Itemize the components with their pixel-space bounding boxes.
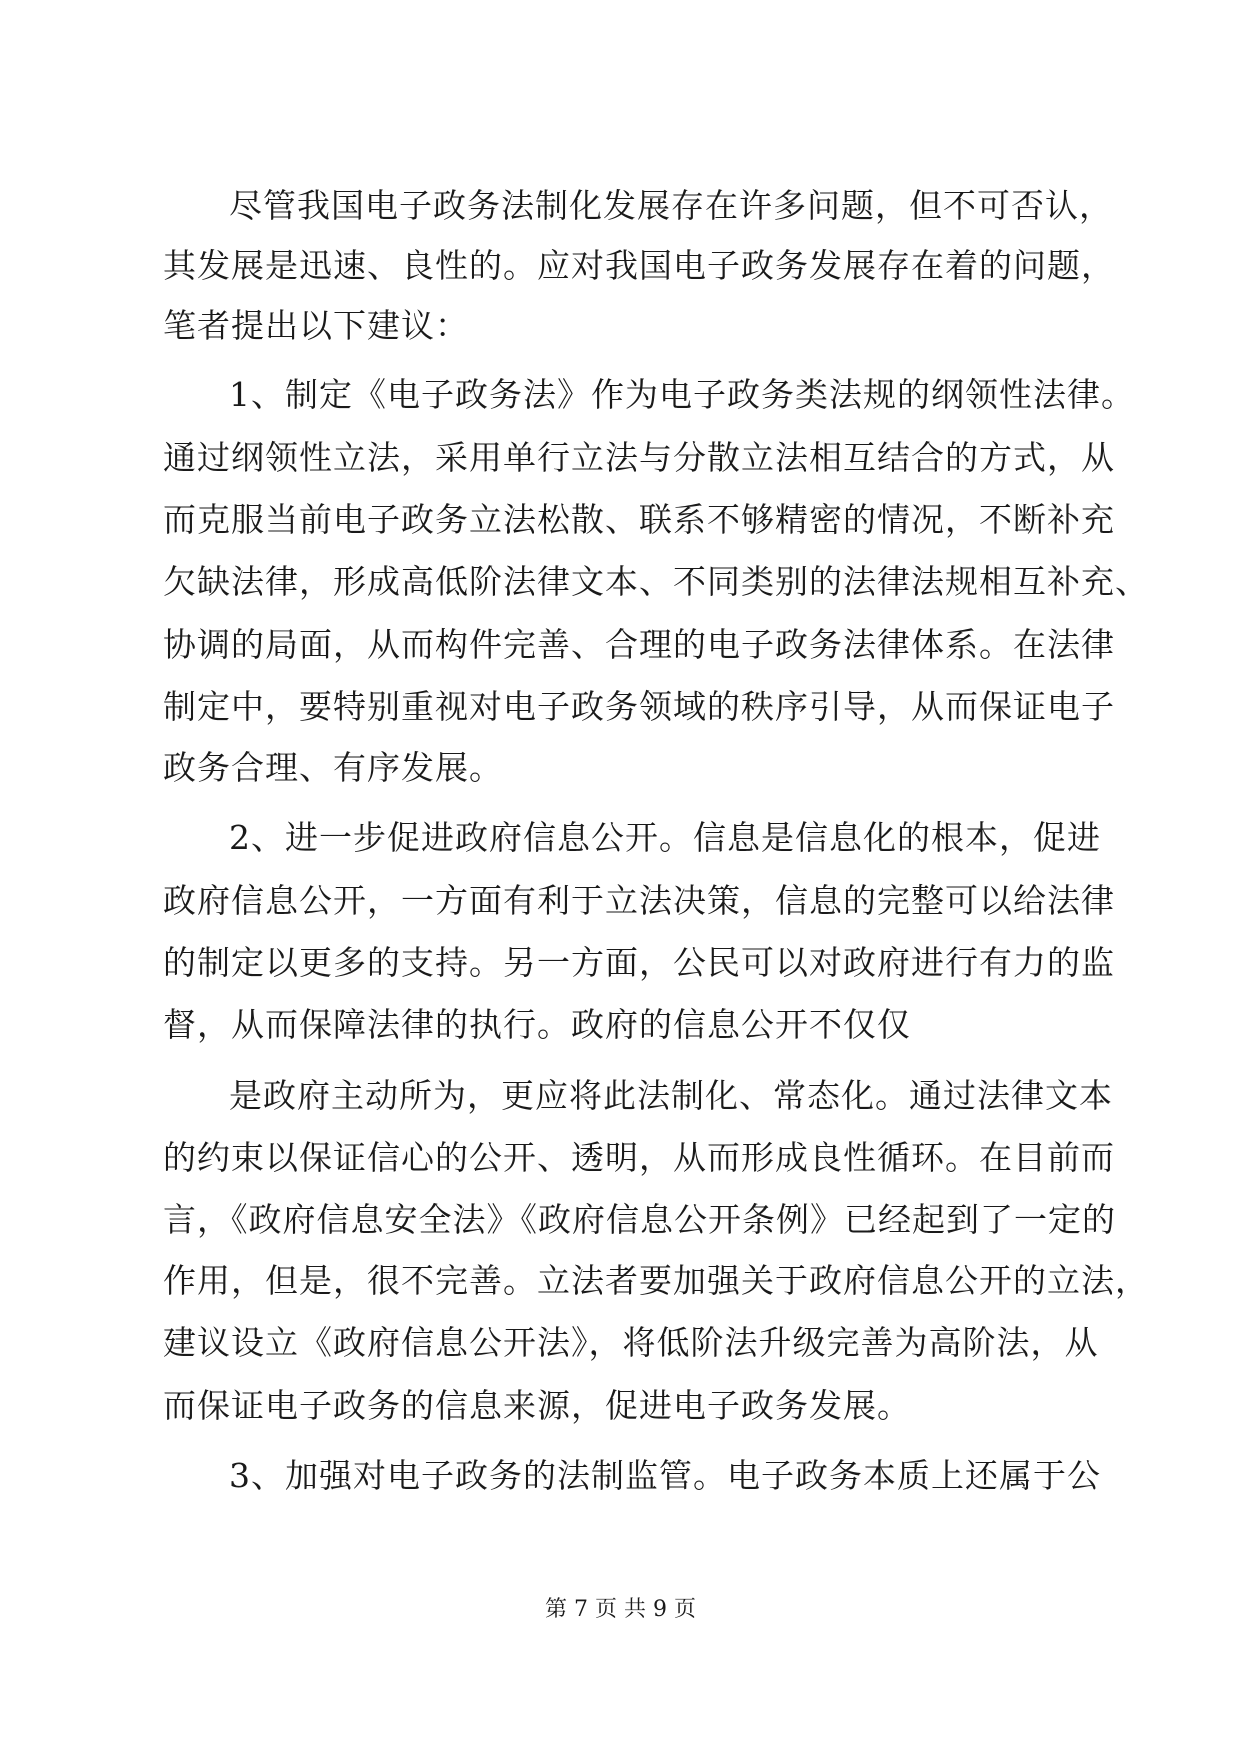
paragraph-1-line-1: 尽管我国电子政务法制化发展存在许多问题，但不可否认， xyxy=(229,186,1113,225)
paragraph-1-line-2: 其发展是迅速、良性的。应对我国电子政务发展存在着的问题， xyxy=(163,246,1115,285)
paragraph-3-line-2: 政府信息公开，一方面有利于立法决策，信息的完整可以给法律 xyxy=(163,881,1115,920)
paragraph-4-line-6: 而保证电子政务的信息来源，促进电子政务发展。 xyxy=(163,1386,911,1425)
paragraph-3-line-4: 督，从而保障法律的执行。政府的信息公开不仅仅 xyxy=(163,1005,911,1044)
paragraph-2-line-1: 1、制定《电子政务法》作为电子政务类法规的纲领性法律。 xyxy=(229,375,1135,414)
paragraph-2-line-4: 欠缺法律，形成高低阶法律文本、不同类别的法律法规相互补充、 xyxy=(163,562,1149,601)
paragraph-3-line-3: 的制定以更多的支持。另一方面，公民可以对政府进行有力的监 xyxy=(163,943,1115,982)
paragraph-2-line-7: 政务合理、有序发展。 xyxy=(163,748,503,787)
paragraph-5-line-1: 3、加强对电子政务的法制监管。电子政务本质上还属于公 xyxy=(229,1456,1101,1495)
paragraph-4-line-4: 作用，但是，很不完善。立法者要加强关于政府信息公开的立法， xyxy=(163,1261,1149,1300)
paragraph-3-line-1: 2、进一步促进政府信息公开。信息是信息化的根本，促进 xyxy=(229,818,1101,857)
paragraph-1-line-3: 笔者提出以下建议： xyxy=(163,306,469,345)
paragraph-4-line-2: 的约束以保证信心的公开、透明，从而形成良性循环。在目前而 xyxy=(163,1138,1115,1177)
paragraph-2-line-5: 协调的局面，从而构件完善、合理的电子政务法律体系。在法律 xyxy=(163,625,1115,664)
paragraph-2-line-2: 通过纲领性立法，采用单行立法与分散立法相互结合的方式，从 xyxy=(163,438,1115,477)
paragraph-4-line-5: 建议设立《政府信息公开法》，将低阶法升级完善为高阶法，从 xyxy=(163,1323,1099,1362)
paragraph-2-line-3: 而克服当前电子政务立法松散、联系不够精密的情况，不断补充 xyxy=(163,500,1115,539)
paragraph-4-line-1: 是政府主动所为，更应将此法制化、常态化。通过法律文本 xyxy=(229,1076,1113,1115)
paragraph-4-line-3: 言，《政府信息安全法》《政府信息公开条例》已经起到了一定的 xyxy=(163,1200,1116,1239)
page-number-footer: 第 7 页 共 9 页 xyxy=(545,1597,696,1622)
paragraph-2-line-6: 制定中，要特别重视对电子政务领域的秩序引导，从而保证电子 xyxy=(163,687,1115,726)
